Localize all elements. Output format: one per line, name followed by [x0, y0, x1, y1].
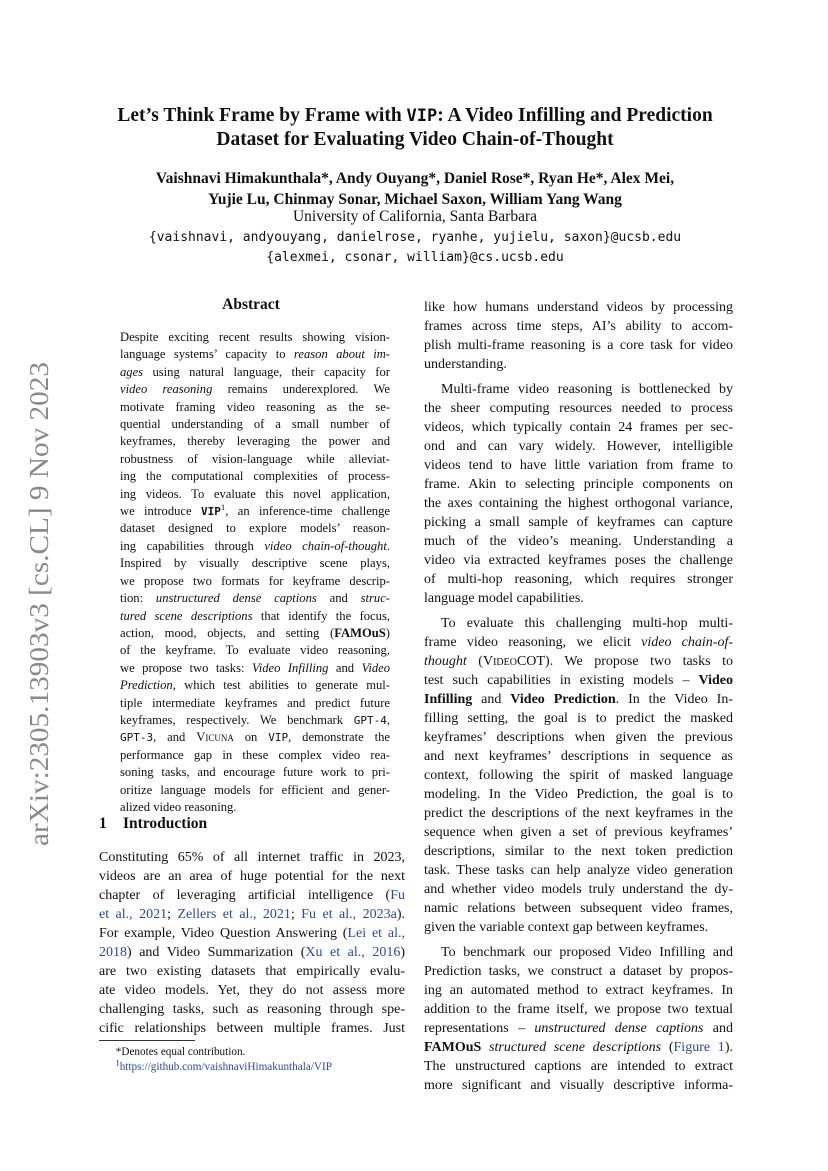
abstract-body	[120, 329, 390, 816]
figure-link[interactable]: Figure 1	[673, 1040, 725, 1055]
body-line: sequence when given a set of previous keyframes’	[424, 825, 733, 840]
abstract-line: tiple intermediate keyframes and predict future	[120, 695, 390, 710]
body-line: For example, Video Question Answering (Lei et al.,	[99, 926, 405, 941]
abstract-line: we introduce VIP$^1$, an inference-time challenge	[120, 501, 390, 519]
right-column	[424, 298, 733, 1095]
abstract-line: we propose two formats for keyframe descrip-	[120, 573, 390, 588]
paper-title	[100, 104, 730, 152]
body-line: FAMOuS structured scene descriptions (Figure 1).	[424, 1040, 733, 1055]
abstract-line: Inspired by visually descriptive scene plays,	[120, 556, 390, 571]
body-line: frames across time steps, AI’s ability to accom-	[424, 319, 733, 334]
body-line: language model capabilities.	[424, 591, 584, 606]
abstract-line: video reasoning remains underexplored. We	[120, 382, 390, 397]
body-line: Multi-frame video reasoning is bottlenecked by	[441, 382, 733, 397]
body-line: ate video models. Yet, they do not assess more	[99, 983, 405, 998]
footnote-equal-contribution: *Denotes equal contribution.	[115, 1046, 246, 1058]
abstract-line: tured scene descriptions that identify the focus,	[120, 608, 390, 623]
abstract-line: language systems’ capacity to reason about im-	[120, 347, 390, 362]
abstract-line: keyframes, respectively. We benchmark GPT-4,	[120, 712, 390, 727]
footnote-url: $^1$https://github.com/vaishnaviHimakunthala/VIP	[115, 1058, 332, 1073]
abstract-line: we propose two tasks: Video Infilling and Video	[120, 660, 391, 675]
abstract-line: motivate framing video reasoning as the se-	[120, 399, 390, 414]
body-line: To benchmark our proposed Video Infilling and	[441, 945, 733, 960]
authors-line-2: Yujie Lu, Chinmay Sonar, Michael Saxon, William Yang Wang	[208, 191, 622, 208]
body-line: namic relations between subsequent video frames,	[424, 901, 733, 916]
body-line: et al., 2021; Zellers et al., 2021; Fu et al., 2023a).	[99, 907, 405, 922]
citation-link[interactable]: 2018	[99, 945, 127, 960]
abstract-line: quential understanding of a small number of	[120, 417, 390, 432]
body-line: keyframes’ descriptions when given the previous	[424, 730, 733, 745]
footnote-divider	[99, 1040, 195, 1041]
body-line: chapter of leveraging artificial intelligence (Fu	[99, 888, 405, 903]
body-line: the axes containing the highest orthogonal variance,	[424, 496, 733, 511]
body-line: test such capabilities in existing models – Video	[424, 673, 733, 688]
body-line: predict the descriptions of the next keyframes in the	[424, 806, 733, 821]
abstract-line: of the keyframe. To evaluate video reasoning,	[120, 643, 390, 658]
body-line: descriptions, similar to the next token prediction	[424, 844, 733, 859]
body-line: frame video reasoning, we elicit video chain-of-	[424, 635, 734, 650]
body-line: challenging tasks, such as reasoning through spe-	[99, 1002, 405, 1017]
abstract-line: alized video reasoning.	[120, 799, 237, 814]
intro-left-column	[99, 848, 405, 1038]
abstract-line: tion: unstructured dense captions and struc-	[120, 591, 390, 606]
body-line: context, following the spirit of masked language	[424, 768, 733, 783]
body-line: Constituting 65% of all internet traffic in 2023,	[99, 850, 405, 865]
citation-link[interactable]: et al., 2021	[99, 907, 168, 922]
author-emails	[80, 228, 750, 268]
title-part: : A Video Infilling and Prediction	[437, 105, 713, 126]
body-line: videos are an area of huge potential for the next	[99, 869, 405, 884]
abstract-line: GPT-3, and Vicuna on VIP, demonstrate the	[120, 730, 390, 745]
body-line: are two existing datasets that empirically evalu-	[99, 964, 405, 979]
body-line: plish multi-frame reasoning is a core task for video	[424, 338, 733, 353]
github-link[interactable]: https://github.com/vaishnaviHimakunthala/VIP	[119, 1061, 332, 1073]
abstract-line: action, mood, objects, and setting (FAMOuS)	[120, 625, 390, 640]
body-line: task. These tasks can help analyze video generation	[424, 863, 733, 878]
body-line: cific relationships between multiple frames. Just	[99, 1021, 405, 1036]
abstract-line: ages using natural language, their capacity for	[120, 364, 390, 379]
author-list	[90, 168, 740, 210]
abstract-line: robustness of vision-language while alleviat-	[120, 451, 390, 466]
body-line: much of the video’s meaning. Understanding a	[424, 534, 733, 549]
body-line: of multi-hop reasoning, which requires stronger	[424, 572, 733, 587]
citation-link[interactable]: Lei et al.,	[347, 926, 405, 941]
citation-link[interactable]: Zellers et al., 2021	[177, 907, 291, 922]
body-line: The unstructured captions are intended to extract	[424, 1059, 733, 1074]
abstract-line: soning tasks, and encourage future work to pri-	[120, 765, 390, 780]
body-line: picking a small sample of keyframes can capture	[424, 515, 733, 530]
body-line: and next keyframes’ descriptions in sequence as	[424, 749, 733, 764]
body-line: understanding.	[424, 357, 507, 372]
body-line: videos tend to have little variation from frame to	[424, 458, 733, 473]
body-line: To evaluate this challenging multi-hop multi-	[441, 616, 733, 631]
authors-line-1: Vaishnavi Himakunthala*, Andy Ouyang*, Daniel Rose*, Ryan He*, Alex Mei,	[155, 170, 675, 187]
citation-link[interactable]: Fu et al., 2023a	[301, 907, 397, 922]
footnotes	[99, 1045, 405, 1075]
abstract-line: performance gap in these complex video rea-	[120, 747, 390, 762]
abstract-line: ing videos. To evaluate this novel application,	[120, 486, 390, 501]
section-number: 1	[99, 815, 107, 832]
citation-link[interactable]: Xu et al., 2016	[305, 945, 401, 960]
body-line: filling setting, the goal is to predict the masked	[424, 711, 733, 726]
title-vip: VIP	[406, 106, 438, 126]
abstract-line: dataset designed to explore models’ reason-	[120, 521, 390, 536]
body-line: 2018) and Video Summarization (Xu et al., 2016)	[99, 945, 405, 960]
abstract-line: ing the computational complexities of process-	[120, 469, 390, 484]
body-line: modeling. In the Video Prediction, the goal is to	[424, 787, 733, 802]
emails-line-1: {vaishnavi, andyouyang, danielrose, ryanhe, yujielu, saxon}@ucsb.edu	[148, 230, 682, 245]
abstract-line: keyframes, thereby leveraging the power and	[120, 434, 390, 449]
body-line: the sheer computing resources needed to process	[424, 401, 733, 416]
body-line: representations – unstructured dense captions and	[424, 1021, 734, 1036]
abstract-line: oritize language models for efficient and gener-	[120, 782, 390, 797]
title-line-2: Dataset for Evaluating Video Chain-of-Thought	[216, 129, 614, 150]
body-line: like how humans understand videos by processing	[424, 300, 733, 315]
body-line: frame. Akin to selecting principle components on	[424, 477, 733, 492]
body-line: and whether video models truly understand the dy-	[424, 882, 733, 897]
arxiv-identifier-text: arXiv:2305.13903v3 [cs.CL] 9 Nov 2023	[24, 399, 54, 846]
section-heading	[99, 815, 207, 833]
arxiv-identifier	[14, 362, 60, 846]
abstract-line: ing capabilities through video chain-of-thought.	[120, 538, 390, 553]
body-line: thought (VideoCOT). We propose two tasks to	[424, 654, 733, 669]
body-line: video via extracted keyframes poses the challenge	[424, 553, 733, 568]
abstract-line: Despite exciting recent results showing vision-	[120, 330, 390, 344]
body-line: videos, which typically contain 24 frames per sec-	[424, 420, 733, 435]
affiliation: University of California, Santa Barbara	[292, 208, 538, 225]
body-line: ond and can vary widely. However, intelligible	[424, 439, 733, 454]
body-line: Prediction tasks, we construct a dataset by propos-	[424, 964, 733, 979]
title-part: Let’s Think Frame by Frame with	[117, 105, 407, 126]
emails-line-2: {alexmei, csonar, william}@cs.ucsb.edu	[266, 250, 564, 265]
section-title: Introduction	[123, 815, 208, 832]
body-line: more significant and visually descriptive informa-	[424, 1078, 733, 1093]
body-line: ing an automated method to extract keyframes. In	[424, 983, 733, 998]
abstract-line: Prediction, which test abilities to generate mul-	[120, 678, 390, 693]
citation-link[interactable]: Fu	[390, 888, 405, 903]
body-line: addition to the frame itself, we propose two textual	[424, 1002, 733, 1017]
body-line: given the variable context gap between keyframes.	[424, 920, 709, 935]
body-line: Infilling and Video Prediction. In the Video In-	[424, 692, 734, 707]
abstract-heading: Abstract	[222, 296, 280, 313]
